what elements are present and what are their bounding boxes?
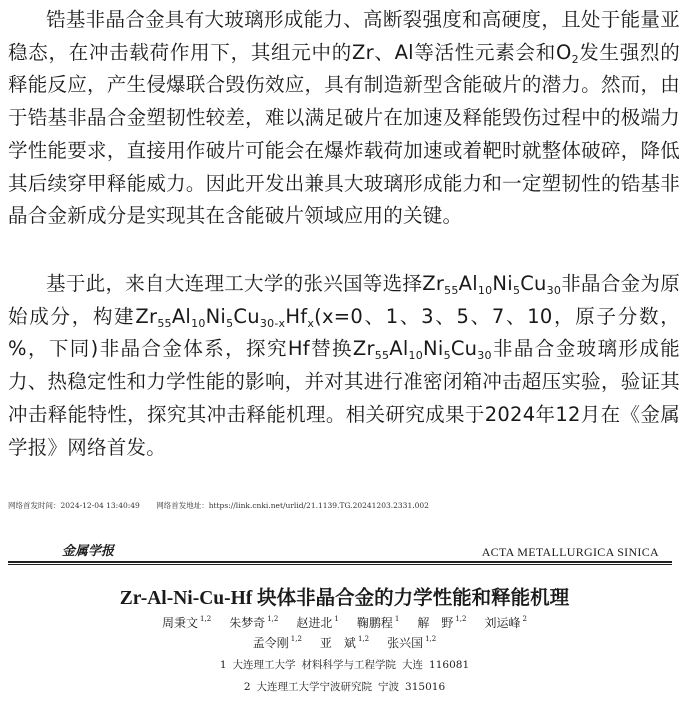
p2-seg-14: 非晶合金玻璃形成能力、热稳定性和力学性能的影响，并对其进行准密闭箱冲击超压实验，验证其冲击释能特性，探究其冲击释能机理。相关研究成果于2024年12月在《金属学报》网络首发。 (8, 337, 680, 459)
p1-text-a: 锆基非晶合金具有大玻璃形成能力、高断裂强度和高硬度，且处于能量亚稳态，在冲击载荷作用下，其组元中的Zr、Al等活性元素会和O (8, 8, 680, 64)
affil-dept: 材料科学与工程学院 (301, 659, 397, 671)
p2-seg-2: Al (458, 272, 478, 295)
affil-number: 2 (243, 681, 251, 693)
author-name-text: 孟令刚 (252, 636, 289, 650)
p2-seg-7: Ni (205, 304, 227, 328)
author-name-text: 赵进北 (296, 616, 333, 630)
p2-sub-7: 5 (226, 316, 234, 330)
author-name (484, 616, 526, 630)
affiliation-2 (0, 679, 689, 694)
author-affiliation-mark: 1 (394, 615, 400, 623)
author-name (296, 616, 338, 630)
p2-sub-12: 5 (443, 349, 451, 363)
author-affiliation-mark: 1,2 (200, 615, 212, 623)
author-name (417, 616, 466, 630)
p2-sub-9: x (307, 316, 315, 330)
affil-org: 大连理工大学宁波研究院 (256, 681, 373, 693)
affil-org: 大连理工大学 (232, 659, 296, 671)
author-name (357, 616, 399, 630)
p1-text-b: 发生强烈的释能反应，产生侵爆联合毁伤效应，具有制造新型含能破片的潜力。然而，由于锆基非晶合金塑韧性较差，难以满足破片在加速及释能毁伤过程中的极端力学性能要求，直接用作破片可能会在爆炸载荷加速或着靶时就整体破碎，降低其后续穿甲释能威力。因此开发出兼具大玻璃形成能力和一定塑韧性的锆基非晶合金新成分是实现其在含能破片领域应用的关键。 (8, 40, 680, 228)
author-name (320, 636, 369, 650)
author-name (162, 616, 211, 630)
p2-sub-5: 55 (157, 316, 172, 330)
p2-seg-13: Cu (450, 337, 478, 361)
affiliation-1 (0, 657, 689, 672)
p2-sub-10: 55 (374, 349, 390, 363)
author-affiliation-mark: 2 (522, 615, 527, 623)
affil-zip: 116081 (429, 659, 470, 671)
author-name-text: 张兴国 (387, 636, 424, 650)
p2-sub-13: 30 (477, 349, 492, 363)
author-name-text: 周秉文 (162, 616, 199, 630)
online-first-time: 网络首发时间：2024-12-04 13:40:49 (8, 501, 140, 510)
author-name (253, 636, 302, 650)
author-affiliation-mark: 1,2 (290, 635, 302, 643)
author-affiliation-mark: 1 (334, 615, 339, 623)
author-list-row1 (0, 614, 689, 631)
p2-seg-5: 非晶合金为原始成分，构建Zr (8, 272, 680, 328)
p2-sub-2: 10 (477, 284, 493, 297)
p2-seg-3: Ni (492, 272, 513, 295)
p2-seg-9: Hf (285, 304, 308, 328)
affil-zip: 315016 (405, 681, 446, 693)
author-name-text: 鞠鹏程 (356, 616, 393, 630)
author-name-text: 亚 斌 (319, 636, 356, 650)
p2-sub-3: 5 (512, 284, 521, 297)
p2-sub-6: 10 (191, 316, 206, 330)
p2-seg-8: Cu (233, 304, 260, 328)
author-affiliation-mark: 1,2 (455, 615, 467, 623)
affil-number: 1 (219, 659, 227, 671)
p2-sub-8: 30-x (259, 316, 286, 330)
author-name-text: 刘运峰 (484, 616, 521, 630)
p2-seg-1: 基于此，来自大连理工大学的张兴国等选择Zr (46, 272, 445, 295)
p1-sub-o2: 2 (571, 52, 579, 66)
journal-name-en: ACTA METALLURGICA SINICA (481, 545, 659, 559)
p2-sub-1: 55 (444, 284, 459, 297)
p2-seg-4: Cu (520, 272, 547, 295)
intro-paragraph (8, 4, 680, 233)
affil-city: 宁波 (378, 681, 400, 693)
author-name (387, 636, 436, 650)
research-paragraph (8, 268, 680, 464)
affil-city: 大连 (402, 659, 424, 671)
author-list-row2 (0, 634, 689, 651)
author-name-text: 朱梦奇 (229, 616, 266, 630)
author-affiliation-mark: 1,2 (357, 635, 370, 643)
author-affiliation-mark: 1,2 (425, 635, 437, 643)
p2-sub-4: 30 (546, 284, 562, 297)
p2-seg-10: (x=0、1、3、5、7、10，原子分数，%，下同)非晶合金体系，探究Hf替换Zr (8, 304, 680, 361)
header-rule-thin (8, 564, 672, 565)
author-affiliation-mark: 1,2 (267, 615, 279, 623)
online-first-meta (8, 500, 443, 511)
author-name-text: 解 野 (417, 616, 454, 630)
journal-logo-cn: 金属学报 (62, 544, 115, 559)
header-rule-thick (8, 561, 672, 563)
author-name (229, 616, 278, 630)
paper-title: Zr-Al-Ni-Cu-Hf 块体非晶合金的力学性能和释能机理 (119, 588, 570, 609)
p2-seg-6: Al (171, 304, 192, 328)
p2-seg-11: Al (389, 337, 409, 361)
p2-sub-11: 10 (408, 349, 424, 363)
p2-seg-12: Ni (423, 337, 444, 361)
online-first-url[interactable]: 网络首发地址：https://link.cnki.net/urlid/21.1139.TG.20241203.2331.002 (156, 501, 429, 510)
